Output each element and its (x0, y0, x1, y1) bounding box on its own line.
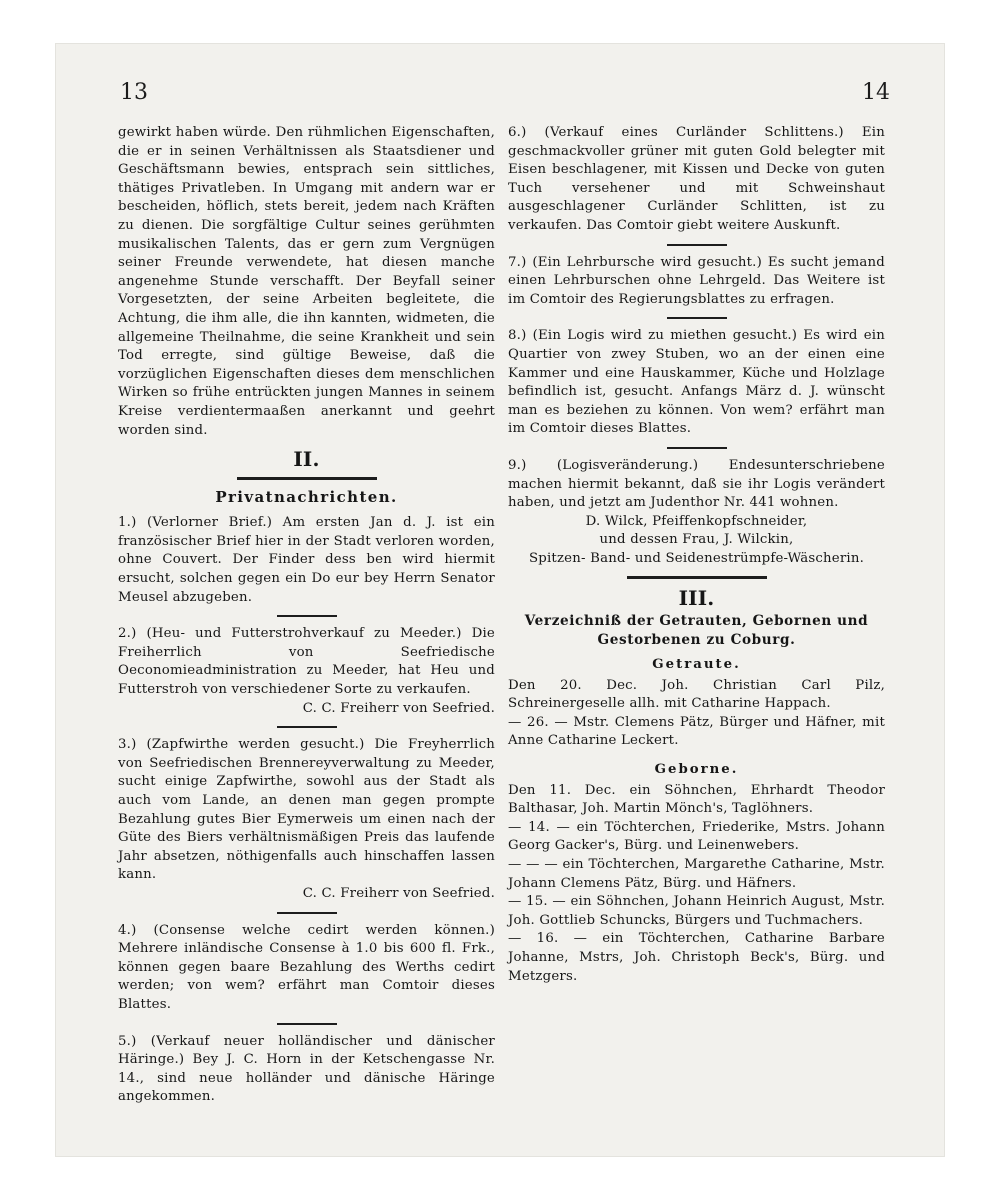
register-entry: Den 20. Dec. Joh. Christian Carl Pilz, Schreinergeselle allh. mit Catharine Happach. (508, 677, 885, 712)
notice-divider (667, 317, 727, 319)
notice-tapsters-wanted: 3.) (Zapfwirthe werden gesucht.) Die Freyherrlich von Seefriedischen Brennereyverwaltung zu Meeder, sucht einige Zapfwirthe, sowohl aus der Stadt als auch vom Lande, an denen man gegen prompte Bezahlung gutes Bier Eymerweis um einen nach der Güte des Biers verhältnismäßigen Preis das laufende Jahr absetzen, nöthigenfalls auch hinschaffen lassen kann. (118, 737, 495, 883)
notice-change-of-address: 9.) (Logisveränderung.) Endesunterschriebene machen hiermit bekannt, daß sie ihr Logis verändert haben, und jetzt am Judenthor Nr. 441 wohnen. (508, 457, 885, 511)
notice-lost-letter: 1.) (Verlorner Brief.) Am ersten Jan d. J. ist ein französischer Brief hier in der Stadt verloren worden, ohne Couvert. Der Finder dess ben wird hiermit ersucht, solchen gegen ein Do eur bey Herrn Senator Meusel abzugeben. (118, 515, 495, 605)
notice-herring-sale: 5.) (Verkauf neuer holländischer und dänischer Häringe.) Bey J. C. Horn in der Ketschengasse Nr. 14., sind neue holländer und dänische Häringe angekommen. (118, 1033, 495, 1105)
notice-signature-line: Spitzen- Band- und Seidenestrümpfe-Wäscherin. (528, 550, 865, 566)
notice-signature: C. C. Freiherr von Seefried. (302, 885, 495, 901)
notice-consents: 4.) (Consense welche cedirt werden können.) Mehrere inländische Consense à 1.0 bis 600 fl. Frk., können gegen baare Bezahlung des Werths cedirt werden; von wem? erfährt man Comtoir dieses Blattes. (118, 922, 495, 1012)
section-rule (237, 477, 377, 480)
register-entry: — 14. — ein Töchterchen, Friederike, Mstrs. Johann Georg Gacker's, Bürg. und Leinenwebers. (508, 819, 885, 854)
section-numeral-ii: II. (293, 447, 320, 472)
notice-divider (277, 1023, 337, 1025)
register-entry: — 26. — Mstr. Clemens Pätz, Bürger und Häfner, mit Anne Catharine Leckert. (508, 714, 885, 749)
section-numeral-iii: III. (678, 586, 715, 611)
notice-sleigh-sale: 6.) (Verkauf eines Curländer Schlittens.) Ein geschmackvoller grüner mit guten Gold belegter mit Eisen beschlagener, mit Kissen und Decke von guten Tuch versehener und mit Schweinshaut ausgeschlagener Curländer Schlitten, ist zu verkaufen. Das Comtoir giebt weitere Auskunft. (508, 125, 885, 233)
page-number-right: 14 (862, 80, 890, 105)
register-entry: — 15. — ein Söhnchen, Johann Heinrich August, Mstr. Joh. Gottlieb Schuncks, Bürgers und Tuchmachers. (508, 894, 885, 928)
notice-divider (277, 615, 337, 617)
notice-divider (667, 244, 727, 246)
notice-signature-line: D. Wilck, Pfeiffenkopfschneider, (585, 513, 808, 529)
left-column (118, 124, 495, 1107)
page-number-left: 13 (120, 80, 148, 105)
section-heading-private-news: Privatnachrichten. (215, 487, 398, 506)
right-column (508, 124, 885, 986)
section-rule (627, 576, 767, 579)
born-heading: Geborne. (654, 762, 739, 778)
notice-signature-line: und dessen Frau, J. Wilckin, (599, 532, 794, 548)
register-entry: — 16. — ein Töchterchen, Catharine Barbare Johanne, Mstrs, Joh. Christoph Beck's, Bürg. und Metzgers. (508, 931, 885, 984)
notice-apprentice-wanted: 7.) (Ein Lehrbursche wird gesucht.) Es sucht jemand einen Lehrburschen ohne Lehrgeld. Das Weitere ist im Comtoir des Regierungsblattes zu erfragen. (508, 254, 885, 307)
obituary-text: gewirkt haben würde. Den rühmlichen Eigenschaften, die er in seinen Verhältnissen als Staatsdiener und Geschäftsmann bewies, entsprach sein sittliches, thätiges Privatleben. In Umgang mit andern war er bescheiden, höflich, stets bereit, jedem nach Kräften zu dienen. Die sorgfältige Cultur seines gerühmten musikalischen Talents, das er gern zum Vergnügen seiner Freunde verwendete, hat diesen manche angenehme Stunde verschafft. Der Beyfall seiner Vorgesetzten, der seine Arbeiten begleitete, die Achtung, die ihm alle, die ihn kannten, widmeten, die allgemeine Theilnahme, die seine Krankheit und sein Tod erregte, sind gültige Beweise, daß die vorzüglichen Eigenschaften dieses dem menschlichen Wirken so frühe entrückten jungen Mannes in seinem Kreise verdientermaaßen anerkannt und geehrt worden sind. (118, 125, 495, 438)
notice-divider (277, 726, 337, 728)
notice-divider (277, 912, 337, 914)
married-heading: Getraute. (652, 657, 741, 673)
register-entry: — — — ein Töchterchen, Margarethe Catharine, Mstr. Johann Clemens Pätz, Bürg. und Häfners. (508, 857, 885, 891)
notice-lodging-wanted: 8.) (Ein Logis wird zu miethen gesucht.) Es wird ein Quartier von zwey Stuben, wo an der einen eine Kammer und eine Hauskammer, Küche und Holzlage befindlich ist, gesucht. Anfangs März d. J. wünscht man es beziehen zu können. Von wem? erfährt man im Comtoir dieses Blattes. (508, 328, 885, 437)
register-entry: Den 11. Dec. ein Söhnchen, Ehrhardt Theodor Balthasar, Joh. Martin Mönch's, Taglöhners. (508, 782, 885, 817)
notice-hay-sale: 2.) (Heu- und Futterstrohverkauf zu Meeder.) Die Freiherrlich von Seefriedische Oeconomieadministration zu Meeder, hat Heu und Futterstroh von verschiedener Sorte zu verkaufen. (118, 626, 495, 698)
notice-signature: C. C. Freiherr von Seefried. (302, 700, 495, 716)
register-title: Verzeichniß der Getrauten, Gebornen und Gestorbenen zu Coburg. (524, 613, 869, 649)
notice-divider (667, 447, 727, 449)
